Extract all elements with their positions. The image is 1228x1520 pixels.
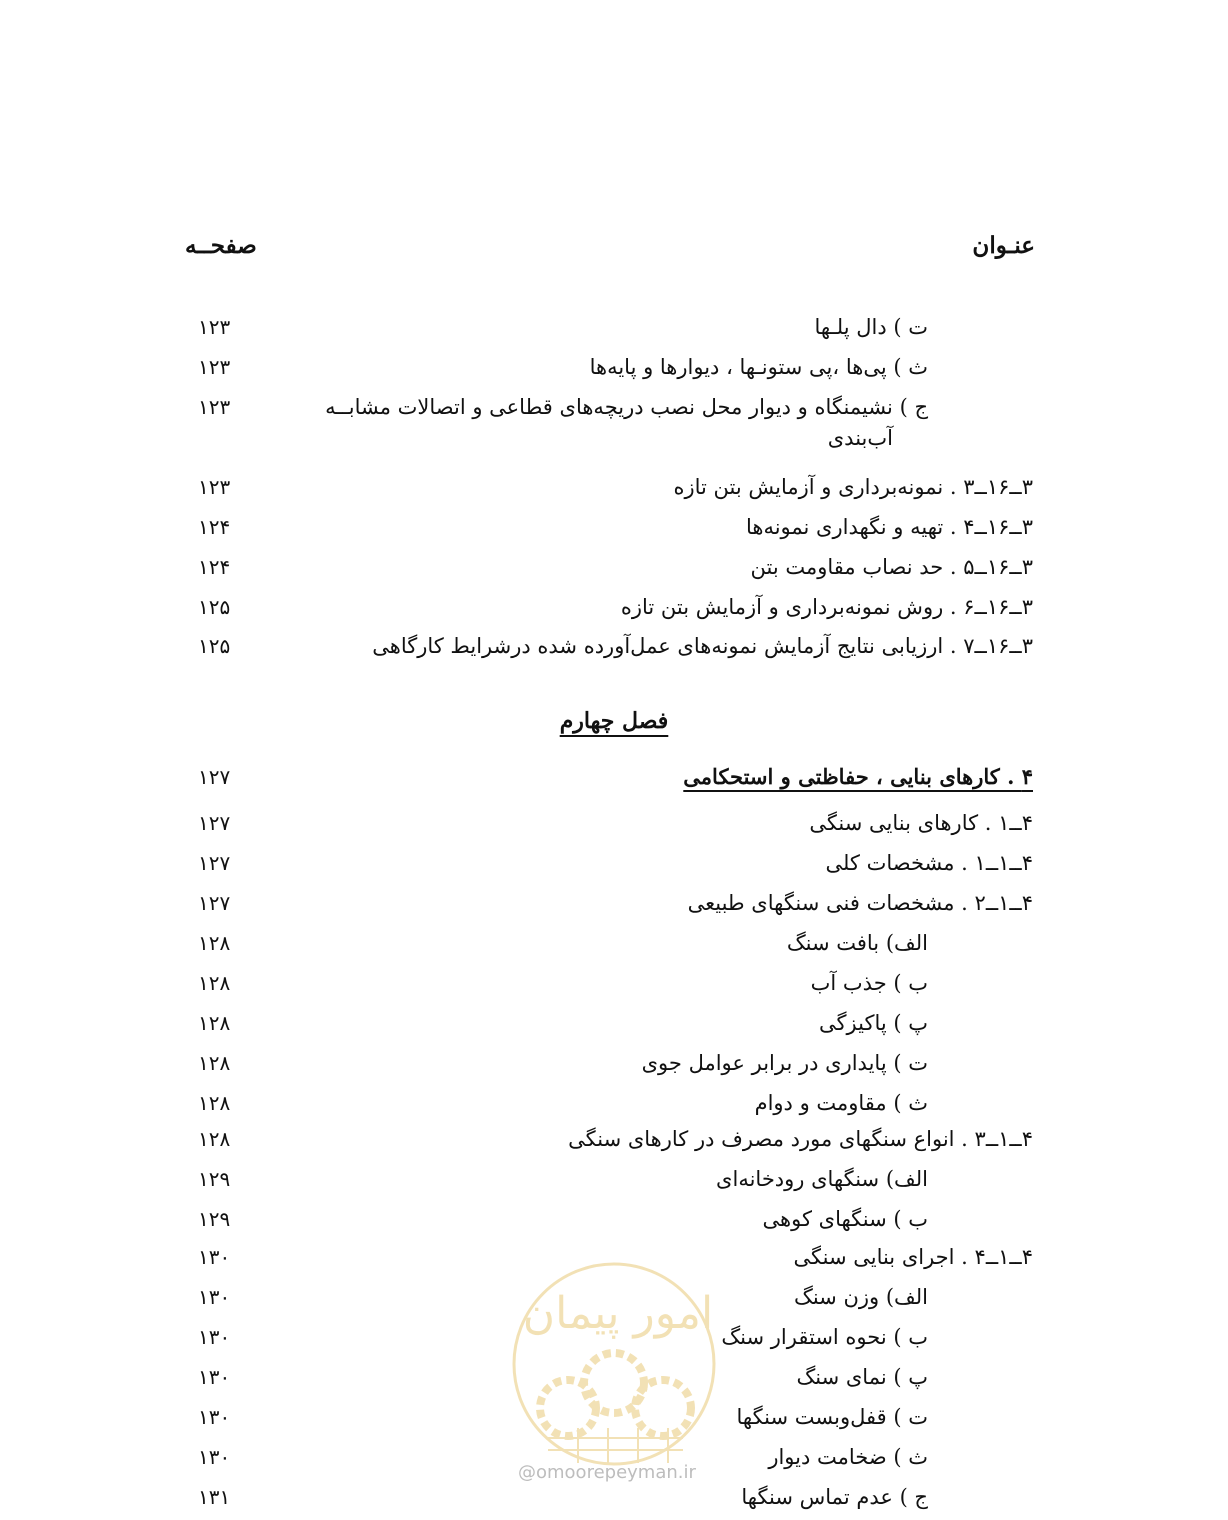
toc-entry [0, 1084, 1228, 1122]
toc-entry [0, 1004, 1228, 1042]
toc-entry-title: ۳ــ۱۶ــ۳ . نمونه‌برداری و آزمایش بتن تازه [673, 475, 1033, 499]
toc-entry-page: ۱۳۰ [198, 1445, 231, 1469]
toc-entry-title: ث ) ضخامت دیوار [768, 1445, 928, 1469]
toc-entry-page: ۱۲۸ [198, 1011, 231, 1035]
toc-entry [0, 1478, 1228, 1516]
toc-entry-page: ۱۲۸ [198, 1127, 231, 1151]
toc-entry-page: ۱۳۰ [198, 1405, 231, 1429]
toc-entry-continuation: آب‌بندی [827, 426, 893, 450]
toc-entry-page: ۱۲۸ [198, 1051, 231, 1075]
toc-entry [0, 964, 1228, 1002]
toc-entry-page: ۱۲۳ [198, 355, 231, 379]
toc-entry-title: ۳ــ۱۶ــ۵ . حد نصاب مقاومت بتن [750, 555, 1033, 579]
toc-entry-title: ج ) نشیمنگاه و دیوار محل نصب دریچه‌های قطاعی و اتصالات مشابــه [325, 395, 928, 419]
watermark-logo-icon [508, 1258, 720, 1470]
toc-entry [0, 627, 1228, 665]
toc-entry [0, 844, 1228, 882]
toc-entry-title: ۴ . کارهای بنایی ، حفاظتی و استحکامی [683, 764, 1033, 789]
toc-entry-title: ب ) جذب آب [810, 971, 928, 995]
toc-entry-page: ۱۳۰ [198, 1245, 231, 1269]
toc-entry [0, 1200, 1228, 1238]
toc-entry-title: ۳ــ۱۶ــ۶ . روش نمونه‌برداری و آزمایش بتن تازه [620, 595, 1033, 619]
toc-entry-title: پ ) پاکیزگی [819, 1011, 928, 1035]
toc-entry [0, 924, 1228, 962]
toc-entry [0, 388, 1228, 450]
toc-entry-page: ۱۲۷ [198, 891, 231, 915]
toc-entry [0, 804, 1228, 842]
toc-entry-title: ث ) پی‌ها ،پی ستونـها ، دیوارها و پایه‌ها [589, 355, 928, 379]
toc-entry-title: ت ) پایداری در برابر عوامل جوی [641, 1051, 928, 1075]
toc-entry-title: ۴ــ۱ــ۳ . انواع سنگهای مورد مصرف در کارهای سنگی [568, 1127, 1033, 1151]
toc-entry-page: ۱۳۰ [198, 1365, 231, 1389]
toc-entry-page: ۱۲۷ [198, 811, 231, 835]
toc-entry [0, 1160, 1228, 1198]
svg-text:امور پیمان: امور پیمان [522, 1288, 714, 1339]
toc-entry-page: ۱۲۸ [198, 931, 231, 955]
toc-entry-page: ۱۲۹ [198, 1207, 231, 1231]
toc-entry [0, 508, 1228, 546]
toc-entry [0, 308, 1228, 346]
toc-entry-page: ۱۳۰ [198, 1285, 231, 1309]
toc-entry [0, 884, 1228, 922]
toc-entry [0, 1044, 1228, 1082]
toc-entry-title: ت ) قفل‌وبست سنگها [736, 1405, 928, 1429]
toc-entry-title: ب ) نحوه استقرار سنگ [721, 1325, 928, 1349]
toc-entry [0, 468, 1228, 506]
toc-entry-page: ۱۲۵ [198, 634, 231, 658]
toc-entry-title: ۳ــ۱۶ــ۷ . ارزیابی نتایج آزمایش نمونه‌های عمل‌آورده شده درشرایط کارگاهی [372, 634, 1033, 658]
toc-entry-page: ۱۳۰ [198, 1325, 231, 1349]
toc-entry-page: ۱۲۳ [198, 315, 231, 339]
column-header-page: صفحــه [185, 232, 257, 259]
toc-entry-title: ب ) سنگهای کوهی [762, 1207, 928, 1231]
toc-entry-page: ۱۲۷ [198, 851, 231, 875]
toc-entry-title: ۴ــ۱ــ۱ . مشخصات کلی [825, 851, 1033, 875]
column-header-title: عنـوان [972, 232, 1035, 259]
watermark-site: @omoorepeyman.ir [518, 1462, 696, 1483]
toc-entry-title: ت ) دال پلـها [814, 315, 928, 339]
toc-entry-page: ۱۲۳ [198, 475, 231, 499]
toc-entry [0, 588, 1228, 626]
chapter-heading: فصل چهارم [559, 708, 669, 734]
toc-entry-title: ۴ــ۱ــ۴ . اجرای بنایی سنگی [793, 1245, 1033, 1269]
toc-entry-title: الف) سنگهای رودخانه‌ای [716, 1167, 928, 1191]
toc-entry-page: ۱۳۱ [198, 1485, 231, 1509]
toc-entry-title: الف) بافت سنگ [786, 931, 928, 955]
toc-entry-page: ۱۲۴ [198, 555, 231, 579]
toc-entry-page: ۱۲۵ [198, 595, 231, 619]
toc-entry-title: ث ) مقاومت و دوام [754, 1091, 928, 1115]
toc-entry [0, 348, 1228, 386]
toc-entry-title: پ ) نمای سنگ [796, 1365, 928, 1389]
toc-entry-page: ۱۲۹ [198, 1167, 231, 1191]
toc-entry [0, 1120, 1228, 1158]
toc-entry-title: ۳ــ۱۶ــ۴ . تهیه و نگهداری نمونه‌ها [745, 515, 1033, 539]
toc-entry-title: ج ) عدم تماس سنگها [741, 1485, 928, 1509]
toc-entry [0, 548, 1228, 586]
toc-entry-page: ۱۲۴ [198, 515, 231, 539]
toc-entry-page: ۱۲۷ [198, 765, 231, 789]
toc-entry [0, 758, 1228, 796]
toc-entry-title: ۴ــ۱ . کارهای بنایی سنگی [809, 811, 1033, 835]
toc-entry-title: ۴ــ۱ــ۲ . مشخصات فنی سنگهای طبیعی [687, 891, 1033, 915]
toc-entry-page: ۱۲۸ [198, 1091, 231, 1115]
toc-entry-title: الف) وزن سنگ [794, 1285, 928, 1309]
toc-entry-page: ۱۲۳ [198, 395, 231, 419]
toc-entry-page: ۱۲۸ [198, 971, 231, 995]
